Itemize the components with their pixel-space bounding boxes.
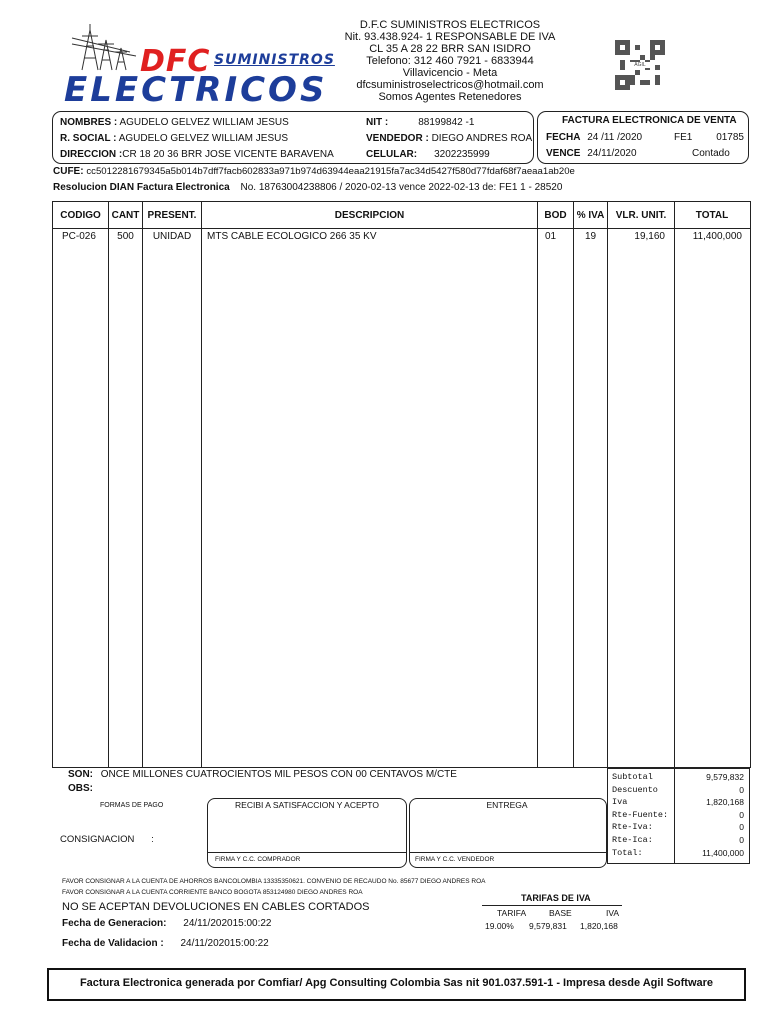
header-total: TOTAL <box>695 210 729 221</box>
gen-label: Fecha de Generacion: <box>62 918 167 929</box>
total-value: 11,400,000 <box>702 847 744 858</box>
resolution-label: Resolucion DIAN Factura Electronica <box>53 182 230 193</box>
invoice-vence: 24/11/2020 <box>587 148 637 159</box>
iva-rates-header-tarifa: TARIFA <box>497 908 527 918</box>
invoice-prefix: FE1 <box>674 132 693 143</box>
header-iva: % IVA <box>576 210 605 221</box>
row-cant: 500 <box>117 231 134 242</box>
row-bod: 01 <box>545 231 557 242</box>
iva-label: Iva <box>612 797 628 808</box>
header-bod: BOD <box>544 210 567 221</box>
vendedor-label: VENDEDOR : <box>366 133 429 144</box>
company-address: CL 35 A 28 22 BRR SAN ISIDRO <box>369 43 531 55</box>
val-label: Fecha de Validacion : <box>62 938 164 949</box>
rte-iva-value: 0 <box>739 822 744 833</box>
obs-label: OBS: <box>68 783 93 794</box>
consignacion-label: CONSIGNACION <box>60 834 135 845</box>
logo-brand: DFC <box>140 44 211 79</box>
customer-vendedor: DIEGO ANDRES ROA <box>431 133 533 144</box>
invoice-payment: Contado <box>692 148 730 159</box>
consignacion-value: : <box>151 834 154 845</box>
nit-label: NIT : <box>366 117 389 128</box>
son-label: SON: <box>68 769 93 780</box>
subtotal-label: Subtotal <box>612 772 653 782</box>
celular-label: CELULAR: <box>366 149 418 160</box>
row-iva: 19 <box>584 231 597 242</box>
rte-ica-label: Rte-Ica: <box>612 834 653 845</box>
customer-celular: 3202235999 <box>434 149 490 160</box>
iva-rates-base: 9,579,831 <box>529 921 567 931</box>
rte-fuente-label: Rte-Fuente: <box>612 809 669 820</box>
header-descripcion: DESCRIPCION <box>334 210 405 221</box>
gen-value: 24/11/202015:00:22 <box>183 918 272 929</box>
header-present: PRESENT. <box>147 210 197 221</box>
footer-text: Factura Electronica generada por Comfiar/ Apg Consulting Colombia Sas nit 901.037.591-1 - Impresa desde Agil Software <box>79 977 714 989</box>
invoice-title: FACTURA ELECTRONICA DE VENTA <box>562 115 737 126</box>
returns-note: NO SE ACEPTAN DEVOLUCIONES EN CABLES CORTADOS <box>62 901 370 913</box>
header-vlr-unit: VLR. UNIT. <box>615 210 667 221</box>
rte-iva-label: Rte-Iva: <box>612 822 653 833</box>
received-title: RECIBI A SATISFACCION Y ACEPTO <box>235 800 379 810</box>
company-info <box>325 19 575 103</box>
header-cant: CANT <box>111 210 140 221</box>
iva-rates-header-base: BASE <box>549 908 572 918</box>
row-present: UNIDAD <box>152 231 192 242</box>
nombres-label: NOMBRES : <box>60 117 118 128</box>
customer-nombres: AGUDELO GELVEZ WILLIAM JESUS <box>119 117 289 128</box>
rte-ica-value: 0 <box>739 834 744 845</box>
bank-note-2: FAVOR CONSIGNAR A LA CUENTA CORRIENTE BANCO BOGOTA 853124980 DIEGO ANDRES ROA <box>62 889 363 896</box>
iva-rates-header-iva: IVA <box>606 908 620 918</box>
header-codigo: CODIGO <box>60 210 101 221</box>
customer-direccion: CR 18 20 36 BRR JOSE VICENTE BARAVENA <box>122 149 334 160</box>
row-codigo: PC-026 <box>62 231 96 242</box>
iva-rates-tarifa: 19.00% <box>485 921 514 931</box>
resolution-value: No. 18763004238806 / 2020-02-13 vence 2022-02-13 de: FE1 1 - 28520 <box>240 182 563 193</box>
vence-label: VENCE <box>546 148 581 159</box>
company-phone: Telefono: 312 460 7921 - 6833944 <box>366 55 534 67</box>
items-table <box>52 201 751 768</box>
iva-rates-title: TARIFAS DE IVA <box>521 893 591 903</box>
totals-values <box>676 771 744 859</box>
son-value: ONCE MILLONES CUATROCIENTOS MIL PESOS CON 00 CENTAVOS M/CTE <box>100 769 457 780</box>
formas-pago-title: FORMAS DE PAGO <box>100 802 164 809</box>
invoice-number: 01785 <box>716 132 744 143</box>
buyer-sign-label: FIRMA Y C.C. COMPRADOR <box>215 856 301 863</box>
descuento-label: Descuento <box>612 784 658 795</box>
subtotal-value: 9,579,832 <box>706 772 744 782</box>
invoice-fecha: 24 /11 /2020 <box>587 132 643 143</box>
company-email: dfcsuministroselectricos@hotmail.com <box>356 79 544 91</box>
logo-suministros: SUMINISTROS <box>214 52 335 68</box>
row-descripcion: MTS CABLE ECOLOGICO 266 35 KV <box>207 231 377 242</box>
row-total: 11,400,000 <box>692 231 742 242</box>
rsocial-label: R. SOCIAL : <box>60 133 117 144</box>
logo-electricos: ELECTRICOS <box>64 70 328 110</box>
customer-rsocial: AGUDELO GELVEZ WILLIAM JESUS <box>118 133 289 144</box>
totals-labels <box>612 771 668 859</box>
val-value: 24/11/202015:00:22 <box>180 938 269 949</box>
delivery-title: ENTREGA <box>486 800 528 810</box>
power-tower-icon <box>70 22 140 72</box>
qr-code <box>615 40 665 90</box>
bank-note-1: FAVOR CONSIGNAR A LA CUENTA DE AHORROS BANCOLOMBIA 13335350621. CONVENIO DE RECAUDO No. 85677 DIEGO ANDRES ROA <box>62 878 486 885</box>
seller-sign-label: FIRMA Y C.C. VENDEDOR <box>415 856 495 863</box>
company-city: Villavicencio - Meta <box>402 67 498 79</box>
company-name: D.F.C SUMINISTROS ELECTRICOS <box>359 19 541 31</box>
row-vlr-unit: 19,160 <box>634 231 665 242</box>
iva-rates-iva: 1,820,168 <box>580 921 618 931</box>
company-logo <box>62 22 335 110</box>
rte-fuente-value: 0 <box>739 809 744 820</box>
fecha-label: FECHA <box>546 132 581 143</box>
company-tax-note: Somos Agentes Retenedores <box>378 91 522 103</box>
direccion-label: DIRECCION : <box>60 149 123 160</box>
iva-value: 1,820,168 <box>706 797 744 808</box>
cufe-label: CUFE: <box>53 166 84 177</box>
total-label: Total: <box>612 847 643 858</box>
customer-nit: 88199842 -1 <box>418 117 475 128</box>
descuento-value: 0 <box>739 784 744 795</box>
company-nit: Nit. 93.438.924- 1 RESPONSABLE DE IVA <box>344 31 556 43</box>
qr-label: AGIL <box>630 62 650 68</box>
cufe-value: cc5012281679345a5b014b7dff7facb602833a971b974d63944eaa21915fa7ac34d5427f580d77fdaf68f7aeaa1ab20e <box>86 166 575 177</box>
